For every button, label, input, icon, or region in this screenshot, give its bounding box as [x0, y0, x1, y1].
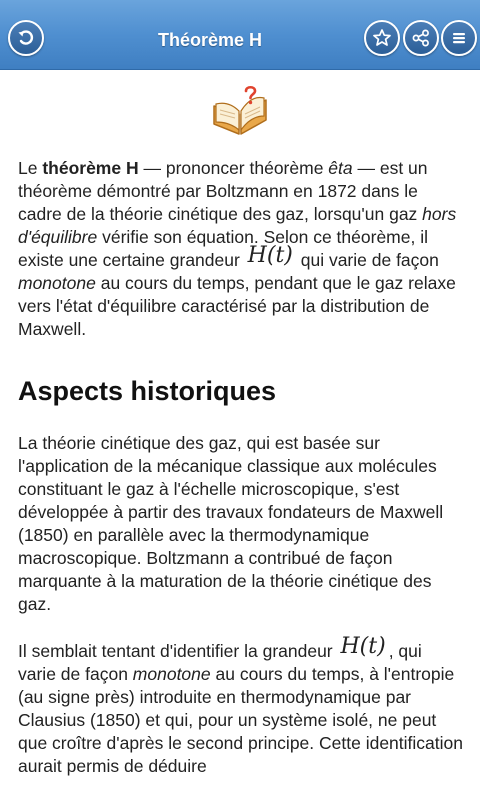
intro-text: vérifie son équation. Selon ce théorème, il existe une certaine grandeur: [18, 227, 428, 270]
article-content[interactable]: [0, 70, 480, 782]
open-book-question-icon: [208, 84, 272, 136]
math-formula: H(t): [340, 634, 386, 659]
app-bar: [0, 0, 480, 70]
math-formula: H(t): [247, 243, 293, 268]
menu-icon: [449, 28, 469, 48]
star-icon: [372, 28, 392, 48]
paragraph-text: , qui varie de façon: [18, 641, 422, 684]
history-paragraph-2: [18, 634, 464, 778]
back-arrow-icon: [16, 28, 36, 48]
section-heading: Aspects historiques: [18, 376, 277, 406]
favorite-button[interactable]: [364, 20, 400, 56]
share-icon: [411, 28, 431, 48]
term-italic: monotone: [18, 273, 96, 293]
intro-paragraph: [18, 157, 464, 341]
share-button[interactable]: [403, 20, 439, 56]
page-title: Théorème H: [157, 30, 263, 50]
intro-text: au cours du temps, pendant que le gaz relaxe vers l'état d'équilibre caractérisé par la distribution de Maxwell.: [18, 273, 456, 339]
menu-button[interactable]: [441, 20, 477, 56]
intro-text: Le: [18, 158, 43, 178]
bottom-edge: [0, 782, 480, 800]
intro-text: qui varie de façon: [295, 250, 439, 270]
term-italic: monotone: [132, 664, 211, 684]
intro-text: — est un théorème démontré par Boltzmann en 1872 dans le cadre de la théorie cinétique des gaz, lorsqu'un gaz: [18, 158, 428, 224]
paragraph-text: au cours du temps, à l'entropie (au signe près) introduite en thermodynamique par Clausius (1850) et qui, pour un système isolé, ne peut que croître d'après le second principe. Cette identification aurait permis de déduire: [18, 664, 463, 776]
back-button[interactable]: [8, 20, 44, 56]
history-paragraph-1: La théorie cinétique des gaz, qui est basée sur l'application de la mécanique classique aux molécules constituant le gaz à l'échelle microscopique, s'est développée à partir des travaux fondateurs de Maxwell (1850) en parallèle avec la thermodynamique macroscopique. Boltzmann a contribué de façon marquante à la maturation de la théorie cinétique des gaz.: [18, 433, 444, 614]
term-italic: hors d'équilibre: [18, 204, 457, 247]
intro-text: — prononcer théorème: [138, 158, 329, 178]
term-bold: théorème H: [42, 158, 139, 178]
term-italic: êta: [328, 158, 353, 178]
paragraph-text: Il semblait tentant d'identifier la grandeur: [18, 641, 338, 661]
